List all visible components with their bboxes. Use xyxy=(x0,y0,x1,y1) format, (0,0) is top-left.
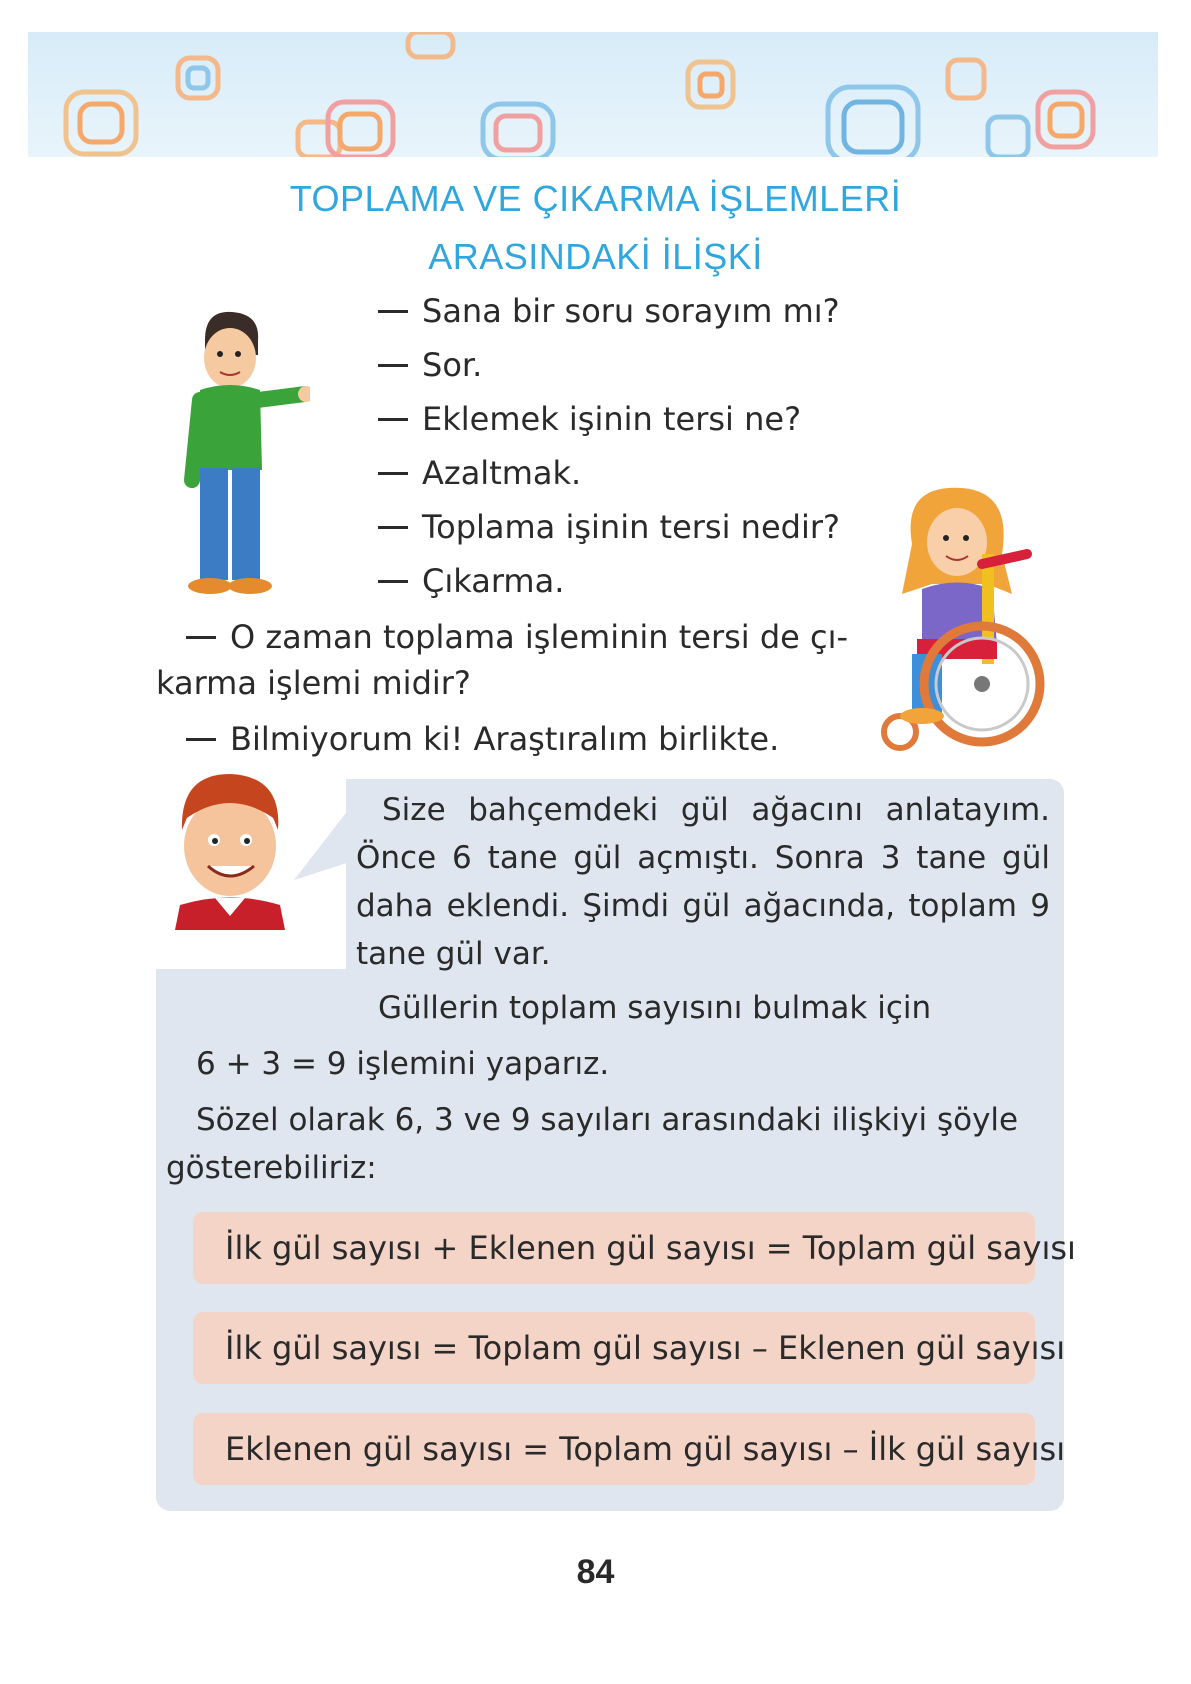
title-line-2: ARASINDAKİ İLİŞKİ xyxy=(428,236,763,277)
equation-line: 6 + 3 = 9 işlemini yaparız. xyxy=(196,1046,610,1082)
answer-line: Bilmiyorum ki! Araştıralım birlikte. xyxy=(186,720,779,758)
dash-icon xyxy=(378,472,408,475)
dialog-line: Eklemek işinin tersi ne? xyxy=(378,400,801,438)
explain-line-3: Sözel olarak 6, 3 ve 9 sayıları arasındaki ilişkiyi şöyle xyxy=(196,1102,1019,1138)
dash-icon xyxy=(378,364,408,367)
story-paragraph: Size bahçemdeki gül ağacını anlatayım. Önce 6 tane gül açmıştı. Sonra 3 tane gül daha eklendi. Şimdi gül ağacında, toplam 9 tane gül var. xyxy=(356,792,1050,972)
dialog-line: Çıkarma. xyxy=(378,562,564,600)
boy-face-illustration xyxy=(170,770,290,930)
question-line-2: karma işlemi midir? xyxy=(156,664,471,702)
formula-box-3: Eklenen gül sayısı = Toplam gül sayısı – İlk gül sayısı xyxy=(193,1413,1035,1485)
decorative-banner xyxy=(28,32,1158,157)
dash-icon xyxy=(378,310,408,313)
dialog-line: Azaltmak. xyxy=(378,454,581,492)
dash-icon xyxy=(378,580,408,583)
formula-box-2: İlk gül sayısı = Toplam gül sayısı – Eklenen gül sayısı xyxy=(193,1312,1035,1384)
speech-bubble-tail xyxy=(294,790,364,890)
explain-line-1: Güllerin toplam sayısını bulmak için xyxy=(378,990,932,1026)
boy-standing-illustration xyxy=(170,310,310,600)
title-line-1: TOPLAMA VE ÇIKARMA İŞLEMLERİ xyxy=(289,178,902,219)
dash-icon xyxy=(186,636,216,639)
formula-box-1: İlk gül sayısı + Eklenen gül sayısı = Toplam gül sayısı xyxy=(193,1212,1035,1284)
dash-icon xyxy=(186,738,216,741)
dialog-line: Toplama işinin tersi nedir? xyxy=(378,508,840,546)
explain-line-4: gösterebiliriz: xyxy=(166,1150,377,1186)
dash-icon xyxy=(378,418,408,421)
dialog-line: Sor. xyxy=(378,346,482,384)
dialog-line: Sana bir soru sorayım mı? xyxy=(378,292,840,330)
dash-icon xyxy=(378,526,408,529)
page-number: 84 xyxy=(576,1553,615,1591)
girl-wheelchair-illustration xyxy=(862,484,1072,754)
question-line-1: O zaman toplama işleminin tersi de çı- xyxy=(186,618,848,656)
